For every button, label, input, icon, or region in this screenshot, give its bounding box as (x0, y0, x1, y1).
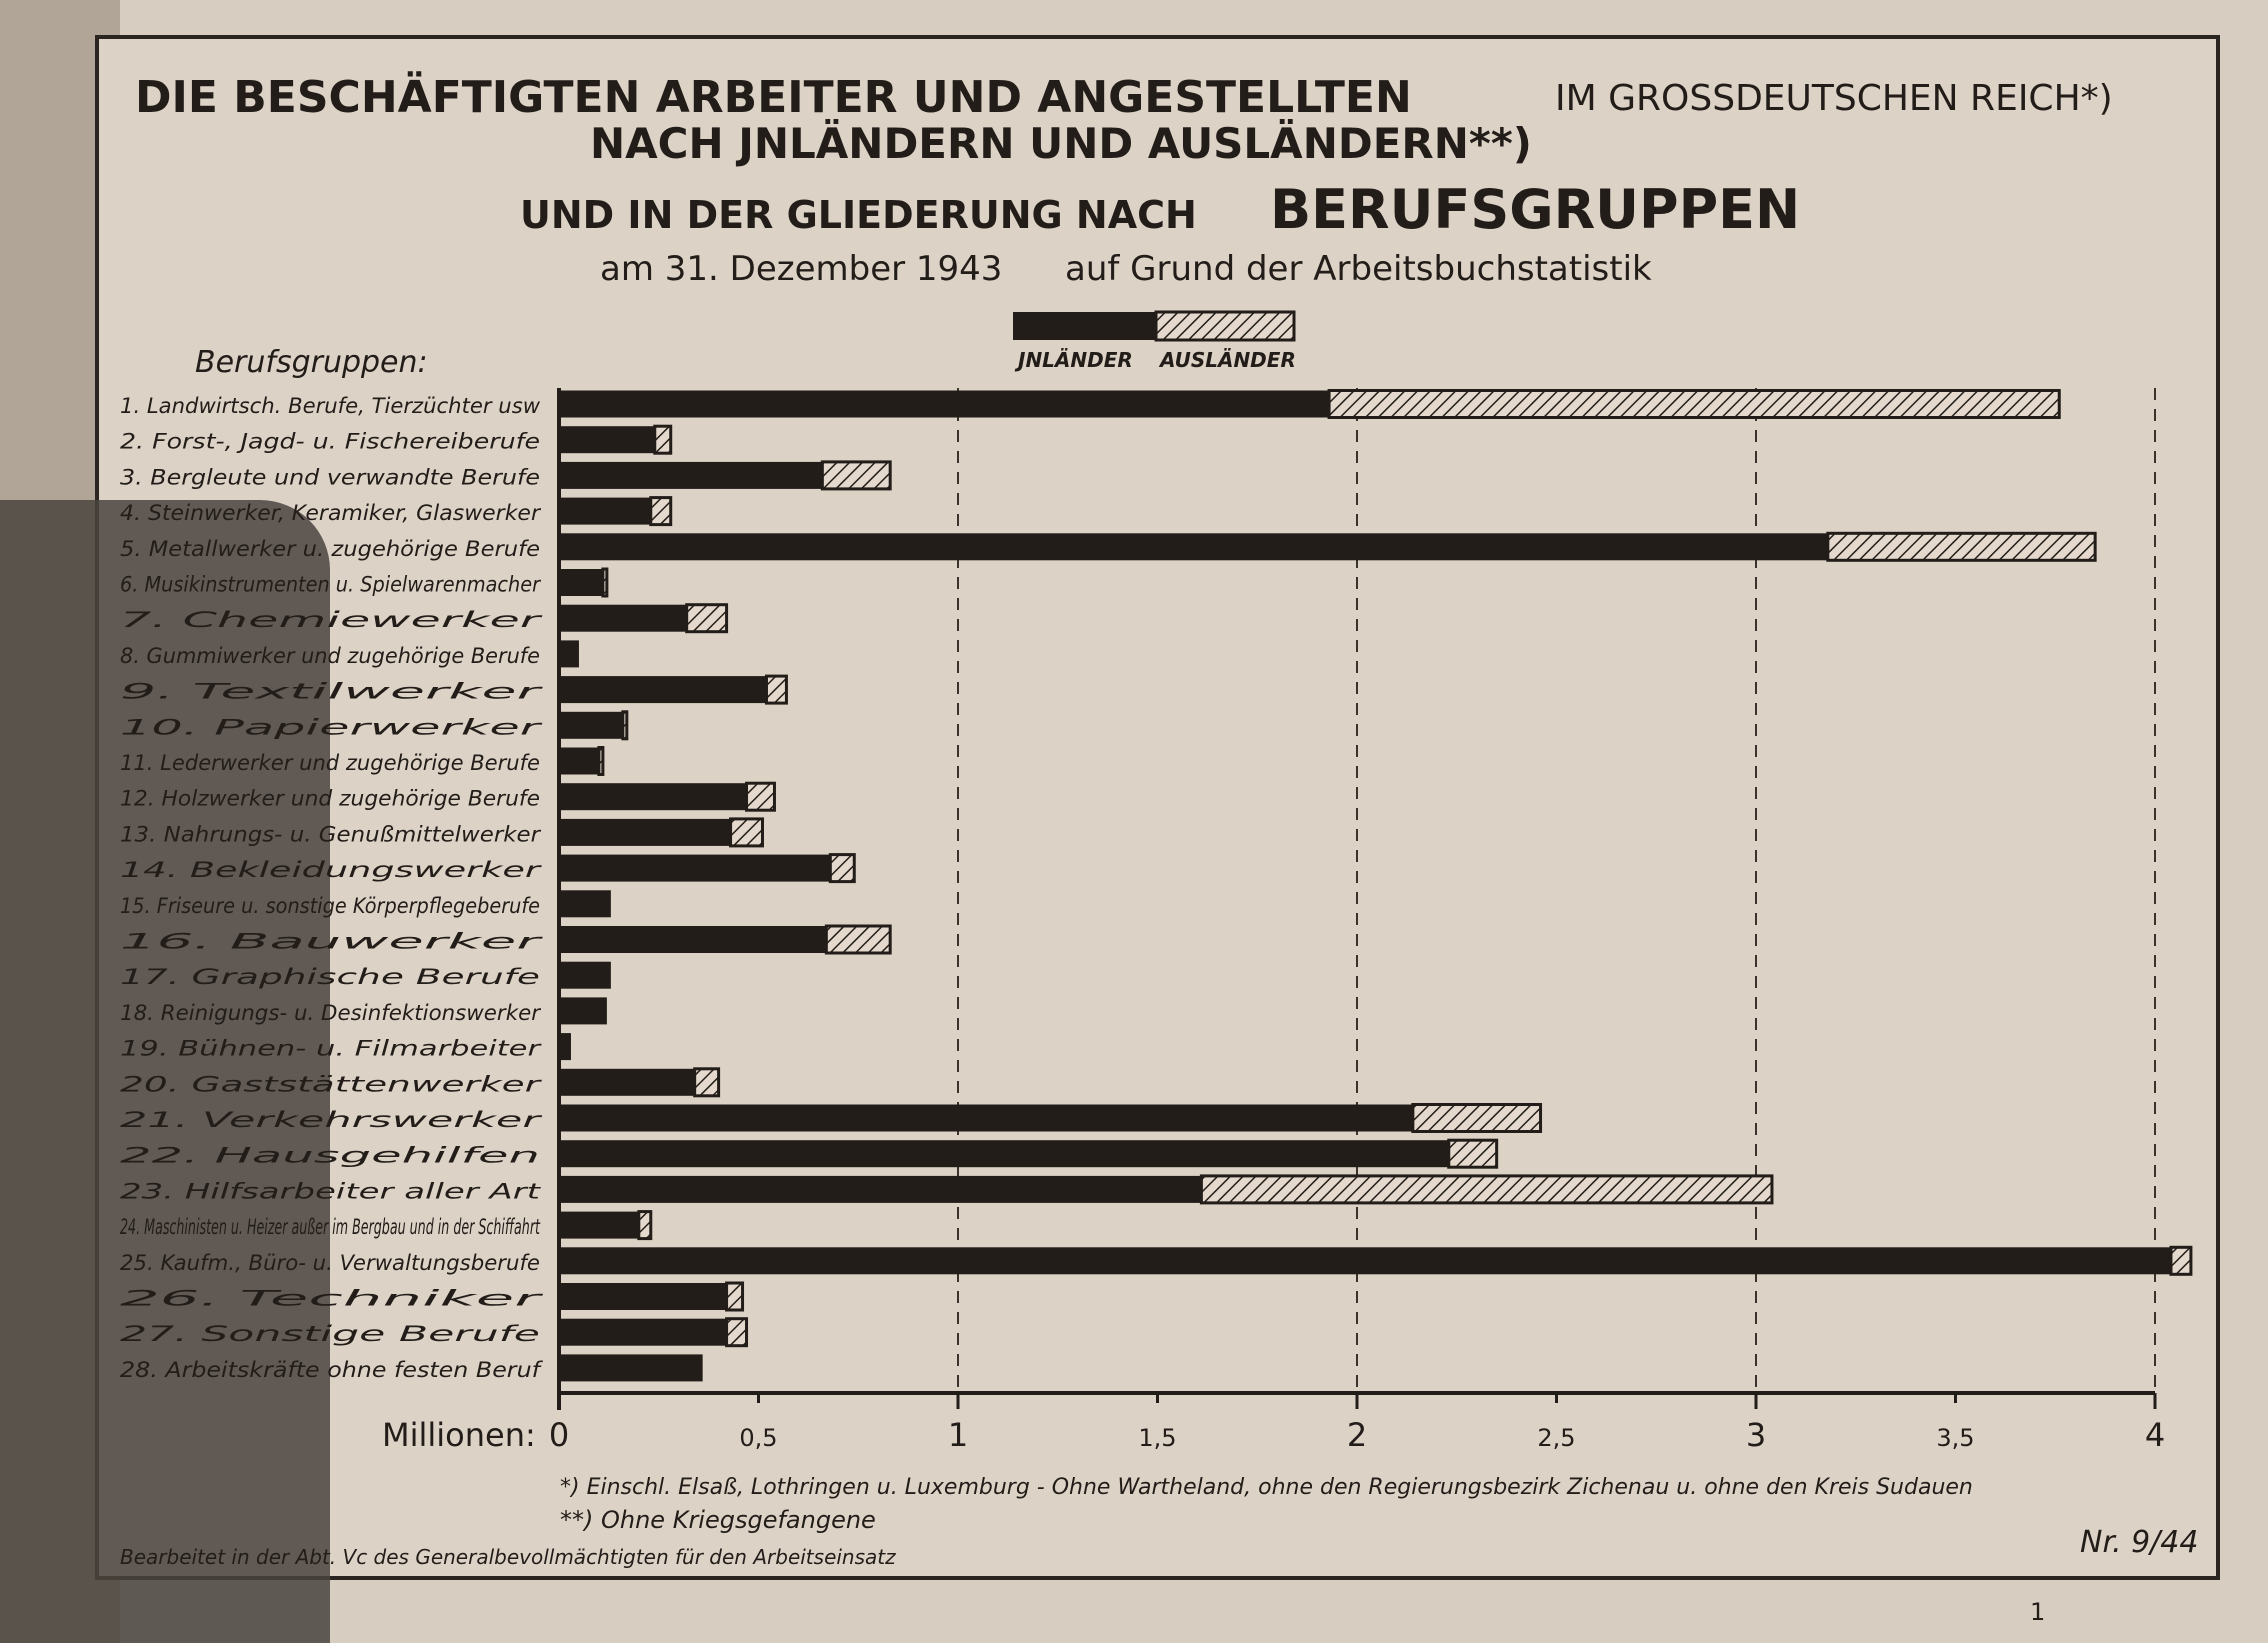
category-label: 1. Landwirtsch. Berufe, Tierzüchter usw (120, 394, 541, 418)
bar-inlaender (559, 391, 1329, 418)
bar-inlaender (559, 1319, 727, 1346)
bar-inlaender (559, 962, 611, 989)
category-label: 24. Maschinisten u. Heizer außer im Bergbau und in der Schiffahrt (120, 1215, 541, 1240)
category-label: 25. Kaufm., Büro- u. Verwaltungsberufe (120, 1250, 540, 1275)
category-label: 15. Friseure u. sonstige Körperpflegeberufe (120, 893, 540, 918)
x-tick-label: 0,5 (739, 1424, 778, 1452)
x-tick-label: 0 (548, 1416, 570, 1454)
bar-inlaender (559, 1105, 1413, 1132)
category-label: 14. Bekleidungswerker (120, 858, 543, 883)
category-label: 7. Chemiewerker (120, 608, 544, 633)
bar-inlaender (559, 1176, 1201, 1203)
category-label: 3. Bergleute und verwandte Berufe (120, 465, 540, 490)
bar-inlaender (559, 748, 599, 775)
bar-inlaender (559, 569, 603, 596)
bars-group (559, 391, 2191, 1382)
title-line2: NACH JNLÄNDERN UND AUSLÄNDERN**) (590, 119, 1533, 168)
bar-auslaender (695, 1069, 719, 1096)
bar-inlaender (559, 855, 830, 882)
bar-inlaender (559, 1069, 695, 1096)
bar-auslaender (651, 498, 671, 525)
bar-auslaender (1329, 391, 2059, 418)
bar-inlaender (559, 1354, 703, 1381)
category-label: 22. Hausgehilfen (120, 1143, 540, 1168)
category-label: 11. Lederwerker und zugehörige Berufe (120, 751, 540, 775)
category-label: 13. Nahrungs- u. Genußmittelwerker (120, 822, 542, 847)
bar-inlaender (559, 890, 611, 917)
bar-auslaender (1449, 1140, 1497, 1167)
bar-auslaender (1828, 533, 2095, 560)
category-label: 23. Hilfsarbeiter aller Art (120, 1179, 542, 1204)
bar-inlaender (559, 1212, 639, 1239)
bar-auslaender (747, 783, 775, 810)
title-line3-small: UND IN DER GLIEDERUNG NACH (520, 193, 1197, 237)
bar-inlaender (559, 1140, 1449, 1167)
bar-inlaender (559, 462, 822, 489)
page-mark: 1 (2030, 1598, 2046, 1626)
x-tick-label: 1,5 (1138, 1424, 1177, 1452)
category-label: 27. Sonstige Berufe (120, 1322, 540, 1347)
bar-auslaender (639, 1212, 651, 1239)
title-date: am 31. Dezember 1943 (600, 249, 1003, 289)
bar-auslaender (623, 712, 627, 739)
bar-auslaender (1413, 1105, 1541, 1132)
category-label: 5. Metallwerker u. zugehörige Berufe (120, 536, 540, 561)
bar-inlaender (559, 926, 826, 953)
category-header: Berufsgruppen: (195, 345, 428, 380)
footnote-1: *) Einschl. Elsaß, Lothringen u. Luxemburg - Ohne Wartheland, ohne den Regierungsbezirk Zichenau u. ohne den Kreis Sudauen (560, 1475, 1973, 1500)
bar-auslaender (599, 748, 603, 775)
bar-auslaender (2171, 1247, 2191, 1274)
bar-inlaender (559, 712, 623, 739)
category-label: 17. Graphische Berufe (120, 965, 540, 990)
bar-inlaender (559, 640, 579, 667)
category-label: 21. Verkehrswerker (120, 1108, 543, 1132)
bar-inlaender (559, 426, 655, 453)
title-line1-small: IM GROSSDEUTSCHEN REICH*) (1555, 78, 2113, 119)
x-tick-label: 1 (947, 1416, 969, 1454)
category-label: 2. Forst-, Jagd- u. Fischereiberufe (120, 429, 540, 454)
category-label: 28. Arbeitskräfte ohne festen Beruf (120, 1357, 545, 1382)
category-label: 6. Musikinstrumenten u. Spielwarenmacher (120, 572, 542, 597)
footnote-2: **) Ohne Kriegsgefangene (560, 1506, 876, 1534)
bar-inlaender (559, 783, 747, 810)
bar-inlaender (559, 498, 651, 525)
x-tick-label: 3 (1745, 1416, 1767, 1454)
category-label: 16. Bauwerker (120, 929, 544, 954)
bar-auslaender (822, 462, 890, 489)
category-label: 19. Bühnen- u. Filmarbeiter (120, 1036, 542, 1061)
bar-inlaender (559, 819, 731, 846)
bar-inlaender (559, 605, 687, 632)
title-basis: auf Grund der Arbeitsbuchstatistik (1065, 249, 1652, 289)
bar-inlaender (559, 997, 607, 1024)
bar-inlaender (559, 1283, 727, 1310)
bar-inlaender (559, 533, 1828, 560)
category-label: 18. Reinigungs- u. Desinfektionswerker (120, 1000, 542, 1025)
category-label: 20. Gaststättenwerker (120, 1072, 543, 1097)
category-label: 9. Textilwerker (120, 679, 544, 704)
x-tick-label: 2,5 (1537, 1424, 1576, 1452)
category-label: 26. Techniker (120, 1286, 545, 1311)
category-label: 8. Gummiwerker und zugehörige Berufe (120, 643, 540, 668)
x-tick-label: 2 (1346, 1416, 1368, 1454)
bar-auslaender (603, 569, 607, 596)
title-line3-main: BERUFSGRUPPEN (1270, 178, 1801, 241)
legend-swatch-inlaender (1013, 312, 1156, 340)
category-labels (120, 394, 544, 1382)
bar-inlaender (559, 1247, 2171, 1274)
x-axis-label: Millionen: (382, 1416, 536, 1454)
bar-inlaender (559, 676, 766, 703)
bar-auslaender (687, 605, 727, 632)
bar-auslaender (826, 926, 890, 953)
legend-label-auslaender: AUSLÄNDER (1160, 348, 1296, 372)
bar-auslaender (731, 819, 763, 846)
category-label: 10. Papierwerker (120, 715, 544, 740)
legend-label-inlaender: JNLÄNDER (1018, 348, 1133, 372)
x-ticks (549, 1393, 2165, 1454)
bar-auslaender (830, 855, 854, 882)
bar-auslaender (1201, 1176, 1772, 1203)
x-tick-label: 4 (2144, 1416, 2166, 1454)
bar-auslaender (727, 1283, 743, 1310)
bar-auslaender (655, 426, 671, 453)
legend-swatch-auslaender (1156, 312, 1294, 340)
bar-auslaender (727, 1319, 747, 1346)
x-tick-label: 3,5 (1936, 1424, 1975, 1452)
title-line1-main: DIE BESCHÄFTIGTEN ARBEITER UND ANGESTELLTEN (135, 72, 1412, 123)
source-note: Bearbeitet in der Abt. Vc des Generalbevollmächtigten für den Arbeitseinsatz (120, 1545, 896, 1569)
bar-auslaender (766, 676, 786, 703)
chart-number: Nr. 9/44 (2080, 1525, 2199, 1560)
category-label: 12. Holzwerker und zugehörige Berufe (120, 786, 540, 811)
category-label: 4. Steinwerker, Keramiker, Glaswerker (120, 501, 542, 526)
